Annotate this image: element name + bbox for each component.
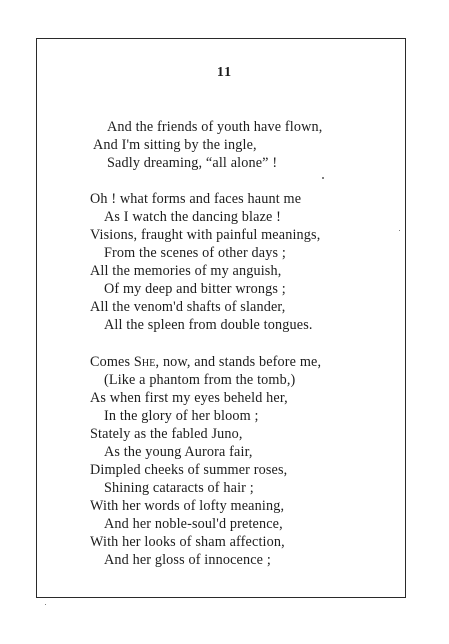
poem-line: Of my deep and bitter wrongs ; — [104, 281, 286, 297]
print-speck — [322, 177, 324, 179]
poem-line: Sadly dreaming, “all alone” ! — [107, 155, 278, 171]
poem-word: Comes — [90, 354, 131, 370]
poem-line: As I watch the dancing blaze ! — [104, 209, 282, 225]
poem-line: From the scenes of other days ; — [104, 245, 286, 261]
poem-line: And the friends of youth have flown, — [107, 119, 323, 135]
poem-line — [90, 353, 321, 371]
poem-line: And her gloss of innocence ; — [104, 552, 271, 568]
poem-line: All the memories of my anguish, — [90, 263, 282, 279]
poem-line: Dimpled cheeks of summer roses, — [90, 462, 288, 478]
poem-line: And her noble-soul'd pretence, — [104, 516, 283, 532]
page-number: 11 — [216, 65, 233, 80]
poem-line: Shining cataracts of hair ; — [104, 480, 254, 496]
poem-line: Visions, fraught with painful meanings, — [90, 227, 321, 243]
poem-line: As the young Aurora fair, — [104, 444, 253, 460]
print-speck — [399, 230, 400, 231]
poem-line: (Like a phantom from the tomb,) — [104, 372, 296, 388]
poem-line: All the venom'd shafts of slander, — [90, 299, 286, 315]
poem-line: In the glory of her bloom ; — [104, 408, 259, 424]
poem-line: With her words of lofty meaning, — [90, 498, 285, 514]
poem-line: All the spleen from double tongues. — [104, 317, 313, 333]
poem-line: Oh ! what forms and faces haunt me — [90, 191, 302, 207]
print-speck — [45, 604, 46, 605]
poem-line: With her looks of sham affection, — [90, 534, 285, 550]
poem-line: And I'm sitting by the ingle, — [93, 137, 257, 153]
poem-word-she: She — [133, 354, 156, 370]
poem-line: Stately as the fabled Juno, — [90, 426, 243, 442]
poem-line: As when first my eyes beheld her, — [90, 390, 288, 406]
poem-line-rest: , now, and stands before me, — [155, 354, 322, 370]
